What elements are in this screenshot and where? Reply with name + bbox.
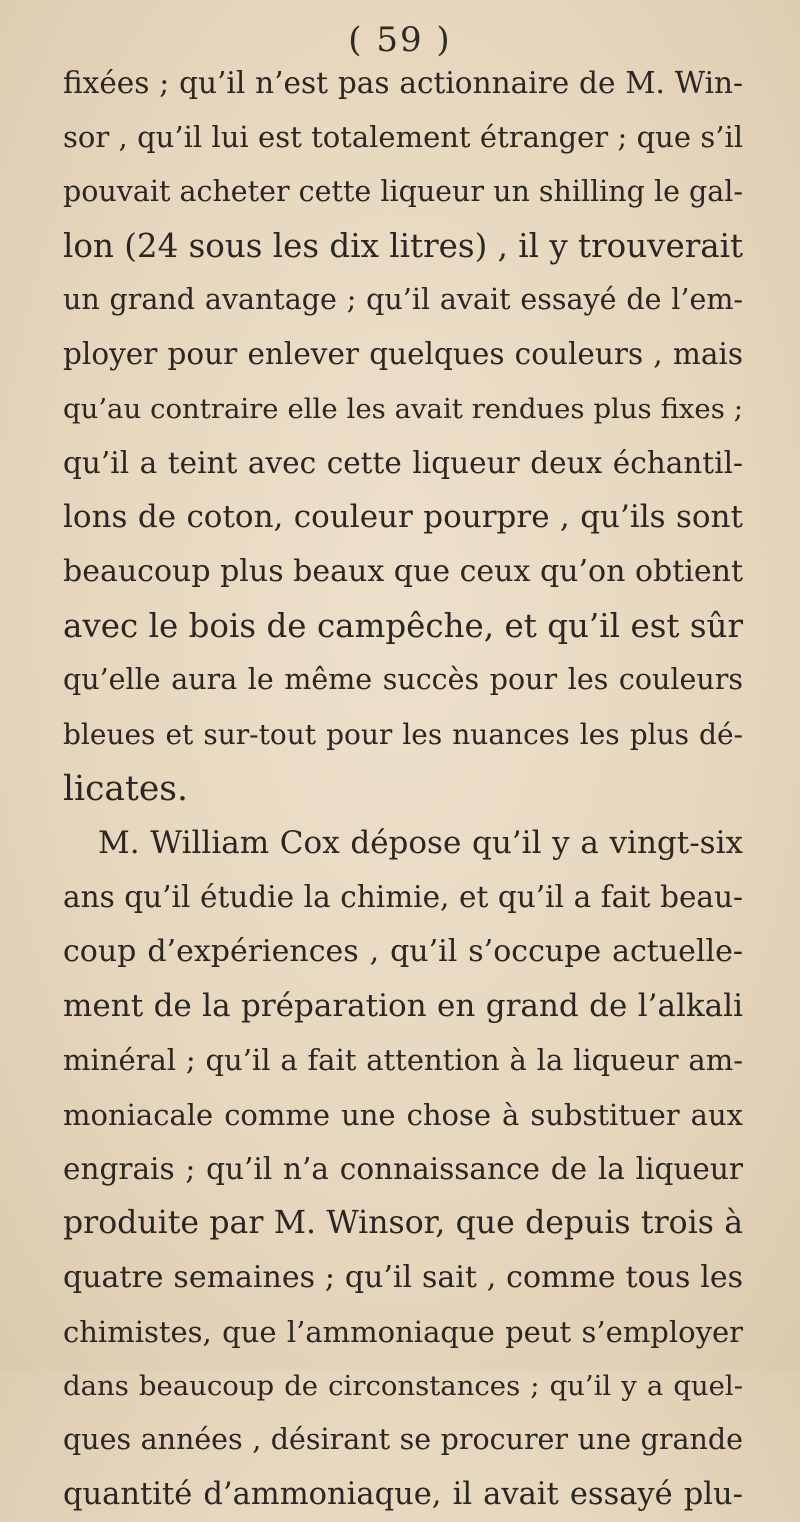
text-line: moniacale comme une chose à substituer aux xyxy=(63,1097,743,1132)
body-text xyxy=(63,56,743,1522)
text-line: ployer pour enlever quelques couleurs , mais xyxy=(63,337,743,372)
text-line: lon (24 sous les dix litres) , il y trouverait xyxy=(63,226,744,265)
text-line: minéral ; qu’il a fait attention à la liqueur am- xyxy=(63,1043,743,1078)
text-line: ans qu’il étudie la chimie, et qu’il a fait beau- xyxy=(63,880,743,915)
text-line: dans beaucoup de circonstances ; qu’il y a quel- xyxy=(63,1370,743,1403)
page-number: ( 59 ) xyxy=(348,20,452,60)
text-line: bleues et sur-tout pour les nuances les plus dé- xyxy=(63,717,743,751)
text-line: qu’au contraire elle les avait rendues plus fixes ; xyxy=(63,392,743,425)
text-line: chimistes, que l’ammoniaque peut s’employer xyxy=(63,1314,743,1349)
text-line: avec le bois de campêche, et qu’il est sûr xyxy=(63,606,743,645)
text-line: M. William Cox dépose qu’il y a vingt-six xyxy=(98,825,743,862)
text-line: engrais ; qu’il n’a connaissance de la liqueur xyxy=(63,1151,743,1186)
text-line: ques années , désirant se procurer une grande xyxy=(63,1423,743,1457)
text-line: beaucoup plus beaux que ceux qu’on obtient xyxy=(63,553,743,589)
text-line: un grand avantage ; qu’il avait essayé de l’em- xyxy=(63,283,743,317)
text-line: qu’elle aura le même succès pour les couleurs xyxy=(63,663,743,697)
text-line: coup d’expériences , qu’il s’occupe actuelle- xyxy=(63,933,743,969)
text-line: pouvait acheter cette liqueur un shilling le gal- xyxy=(63,174,743,208)
text-line: fixées ; qu’il n’est pas actionnaire de M. Win- xyxy=(63,66,743,100)
text-line: ment de la préparation en grand de l’alkali xyxy=(63,988,743,1025)
text-line: sor , qu’il lui est totalement étranger ; que s’il xyxy=(63,120,743,155)
text-line: quatre semaines ; qu’il sait , comme tous les xyxy=(63,1259,743,1295)
text-line: lons de coton, couleur pourpre , qu’ils sont xyxy=(63,499,743,536)
text-line: licates. xyxy=(63,768,188,809)
text-line: produite par M. Winsor, que depuis trois à xyxy=(63,1205,743,1242)
text-line: qu’il a teint avec cette liqueur deux échantil- xyxy=(63,446,743,481)
text-line: quantité d’ammoniaque, il avait essayé plu- xyxy=(63,1476,743,1512)
